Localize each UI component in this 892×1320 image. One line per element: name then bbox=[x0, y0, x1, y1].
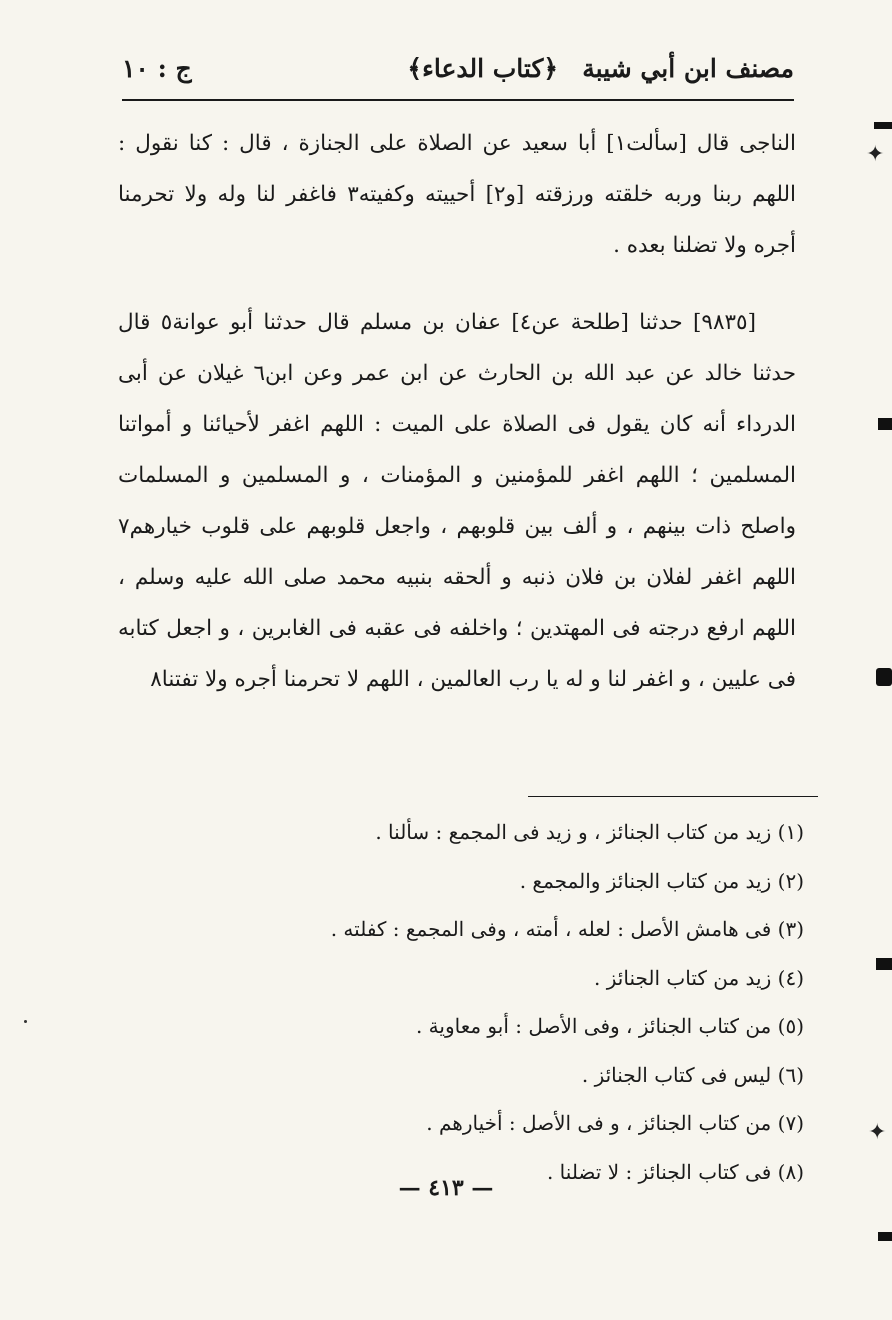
footnotes bbox=[244, 808, 804, 1196]
header-rule bbox=[122, 99, 794, 101]
running-header bbox=[122, 48, 794, 98]
paragraph-hadith-9835: [٩٨٣٥] حدثنا [طلحة عن٤] عفان بن مسلم قال حدثنا أبو عوانة٥ قال حدثنا خالد عن عبد الله بن الحارث عن ابن عمر وعن ابن٦ غيلان عن أبى الدرداء أنه كان يقول فى الصلاة على الميت : اللهم اغفر لأحيائنا و أمواتنا المسلمين ؛ اللهم اغفر للمؤمنين و المؤمنات ، و المسلمين و المسلمات واصلح ذات بينهم ، و ألف بين قلوبهم ، واجعل قلوبهم على قلوب خيارهم٧ اللهم اغفر لفلان بن فلان ذنبه و ألحقه بنبيه محمد صلى الله عليه وسلم ، اللهم ارفع درجته فى المهتدين ؛ واخلفه فى عقبه فى الغابرين ، و اجعل كتابه فى عليين ، و اغفر لنا و له يا رب العالمين ، اللهم لا تحرمنا أجره ولا تفتنا٨ bbox=[118, 310, 796, 692]
footnote-6: (٦) ليس فى كتاب الجنائز . bbox=[581, 1062, 804, 1087]
footnote-3: (٣) فى هامش الأصل : لعله ، أمته ، وفى المجمع : كفلته . bbox=[330, 917, 804, 941]
scan-mark bbox=[876, 668, 892, 686]
footnote-4: (٤) زيد من كتاب الجنائز . bbox=[594, 965, 804, 990]
footnote-5: (٥) من كتاب الجنائز ، وفى الأصل : أبو معاوية . bbox=[415, 1014, 804, 1038]
scan-star-mark: ✦ bbox=[868, 1120, 887, 1145]
scan-speck bbox=[24, 1020, 27, 1023]
chapter-title: ﴿كتاب الدعاء﴾ bbox=[407, 54, 558, 83]
scan-mark bbox=[876, 958, 892, 970]
main-text bbox=[118, 118, 796, 705]
footnote-8: (٨) فى كتاب الجنائز : لا تضلنا . bbox=[546, 1159, 804, 1184]
book-title: مصنف ابن أبي شيبة bbox=[582, 54, 794, 83]
scan-star-mark: ✦ bbox=[866, 142, 885, 167]
scan-mark bbox=[874, 122, 892, 129]
paragraph-continuation: الناجى قال [سألت١] أبا سعيد عن الصلاة على الجنازة ، قال : كنا نقول : اللهم ربنا وربه خلقته ورزقته [و٢] أحييته وكفيته٣ فاغفر لنا وله ولا تحرمنا أجره ولا تضلنا بعده . bbox=[118, 131, 797, 258]
scan-mark bbox=[878, 418, 892, 430]
scan-mark bbox=[878, 1232, 892, 1241]
footnote-1: (١) زيد من كتاب الجنائز ، و زيد فى المجمع : سألنا . bbox=[375, 820, 804, 844]
footnote-7: (٧) من كتاب الجنائز ، و فى الأصل : أخيارهم . bbox=[426, 1111, 804, 1135]
footnote-2: (٢) زيد من كتاب الجنائز والمجمع . bbox=[519, 868, 804, 893]
footnote-rule bbox=[528, 796, 818, 797]
page-number: — ٤١٣ — bbox=[398, 1175, 494, 1201]
volume-number: ج : ١٠ bbox=[122, 54, 192, 83]
